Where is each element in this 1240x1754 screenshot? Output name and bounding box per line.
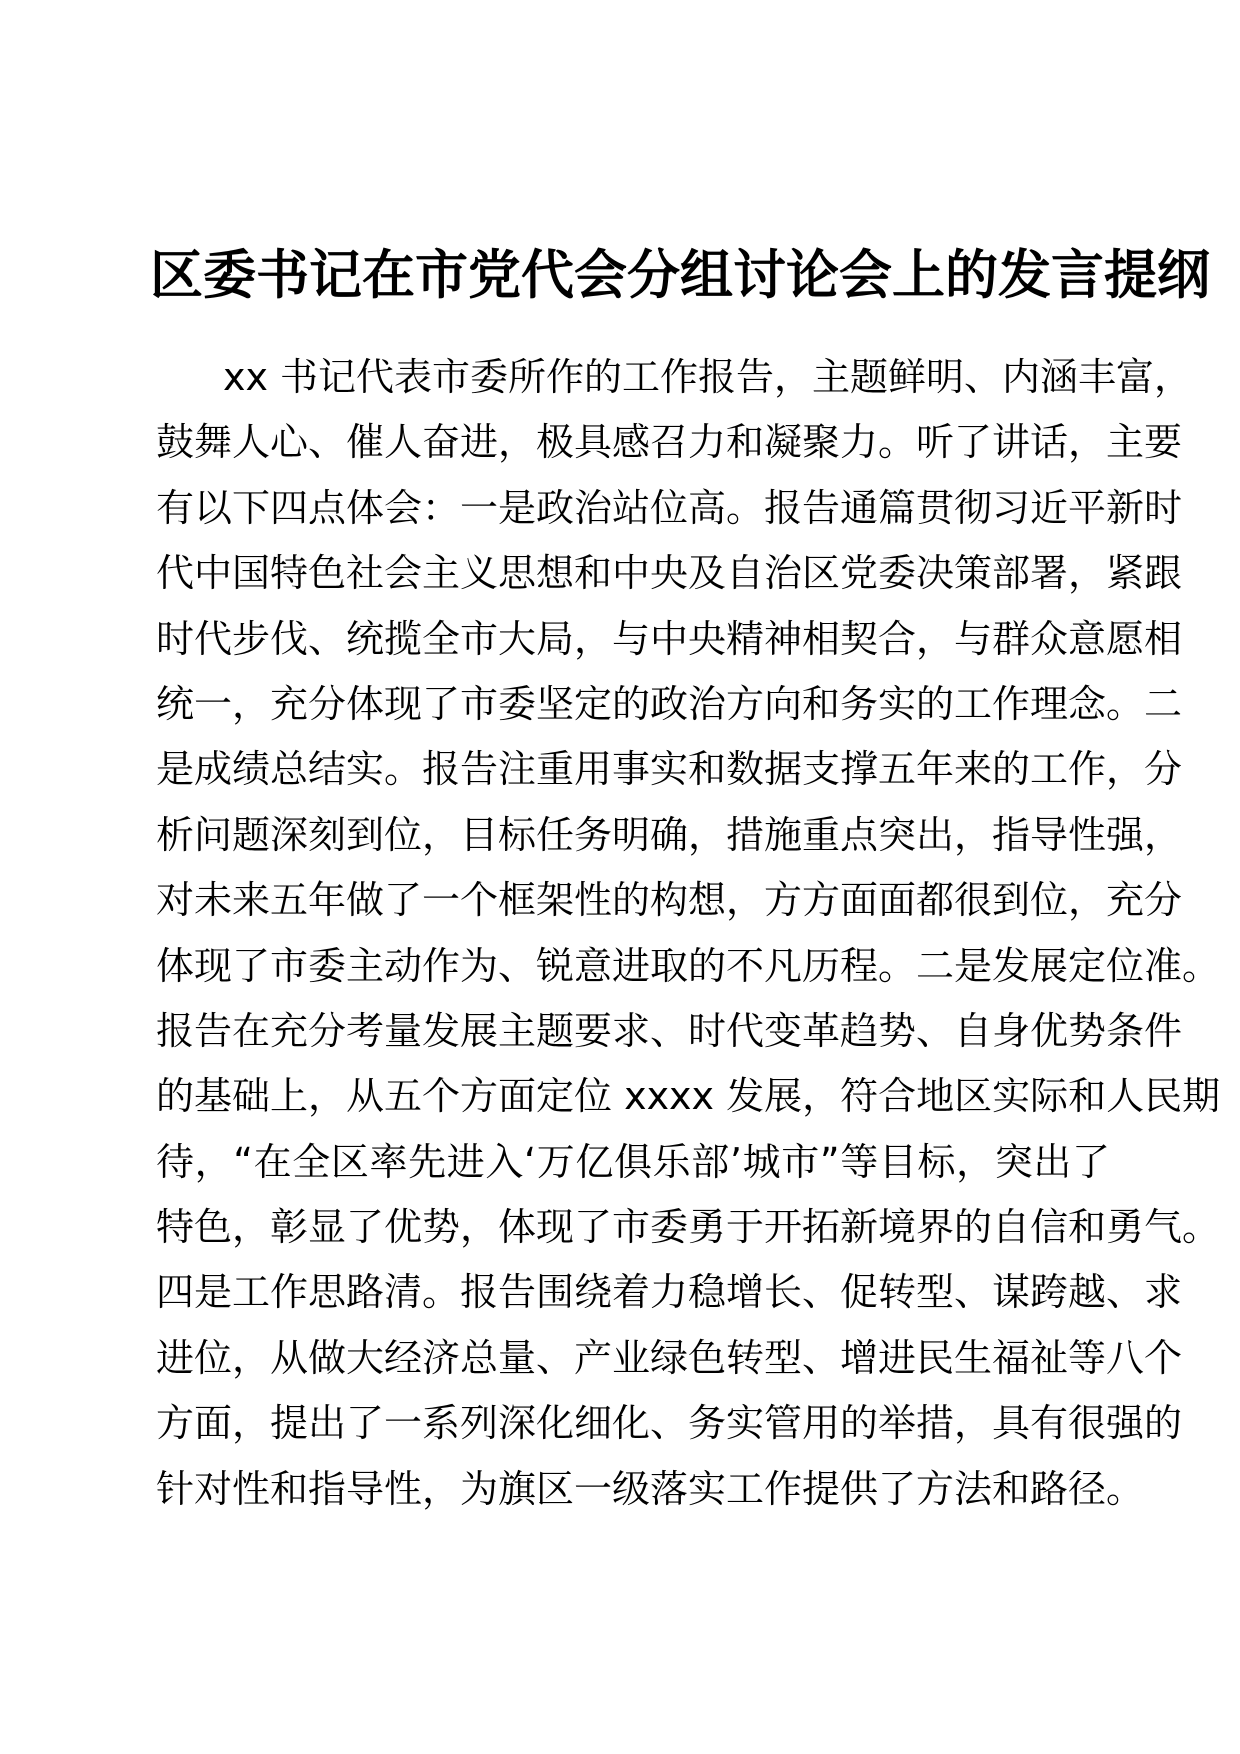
paragraph-line: 析问题深刻到位，目标任务明确，措施重点突出，指导性强， — [156, 812, 1183, 857]
paragraph-line: 统一，充分体现了市委坚定的政治方向和务实的工作理念。二 — [156, 681, 1183, 726]
paragraph-line: 对未来五年做了一个框架性的构想，方方面面都很到位，充分 — [156, 878, 1183, 923]
paragraph-line: 特色，彰显了优势，体现了市委勇于开拓新境界的自信和勇气。 — [156, 1205, 1221, 1250]
paragraph-line: 进位，从做大经济总量、产业绿色转型、增进民生福祉等八个 — [156, 1335, 1183, 1380]
body-paragraph — [156, 345, 1221, 1522]
paragraph-line: xx 书记代表市委所作的工作报告，主题鲜明、内涵丰富， — [223, 355, 1193, 399]
paragraph-line: 体现了市委主动作为、锐意进取的不凡历程。二是发展定位准。 — [156, 943, 1221, 988]
paragraph-line: 有以下四点体会：一是政治站位高。报告通篇贯彻习近平新时 — [156, 485, 1183, 530]
paragraph-line: 针对性和指导性，为旗区一级落实工作提供了方法和路径。 — [156, 1466, 1145, 1511]
paragraph-line: 待，“在全区率先进入‘万亿俱乐部’城市”等目标，突出了 — [156, 1139, 1110, 1184]
paragraph-line: 四是工作思路清。报告围绕着力稳增长、促转型、谋跨越、求 — [156, 1270, 1183, 1315]
document-title: 区委书记在市党代会分组讨论会上的发言提纲 — [150, 245, 1210, 306]
paragraph-line: 方面，提出了一系列深化细化、务实管用的举措，具有很强的 — [156, 1401, 1183, 1446]
paragraph-line: 是成绩总结实。报告注重用事实和数据支撑五年来的工作，分 — [156, 747, 1183, 792]
paragraph-line: 时代步伐、统揽全市大局，与中央精神相契合，与群众意愿相 — [156, 616, 1183, 661]
paragraph-line: 的基础上，从五个方面定位 xxxx 发展，符合地区实际和人民期 — [156, 1074, 1221, 1119]
paragraph-line: 鼓舞人心、催人奋进，极具感召力和凝聚力。听了讲话，主要 — [156, 420, 1183, 465]
paragraph-line: 代中国特色社会主义思想和中央及自治区党委决策部署，紧跟 — [156, 551, 1183, 596]
paragraph-line: 报告在充分考量发展主题要求、时代变革趋势、自身优势条件 — [156, 1008, 1183, 1053]
